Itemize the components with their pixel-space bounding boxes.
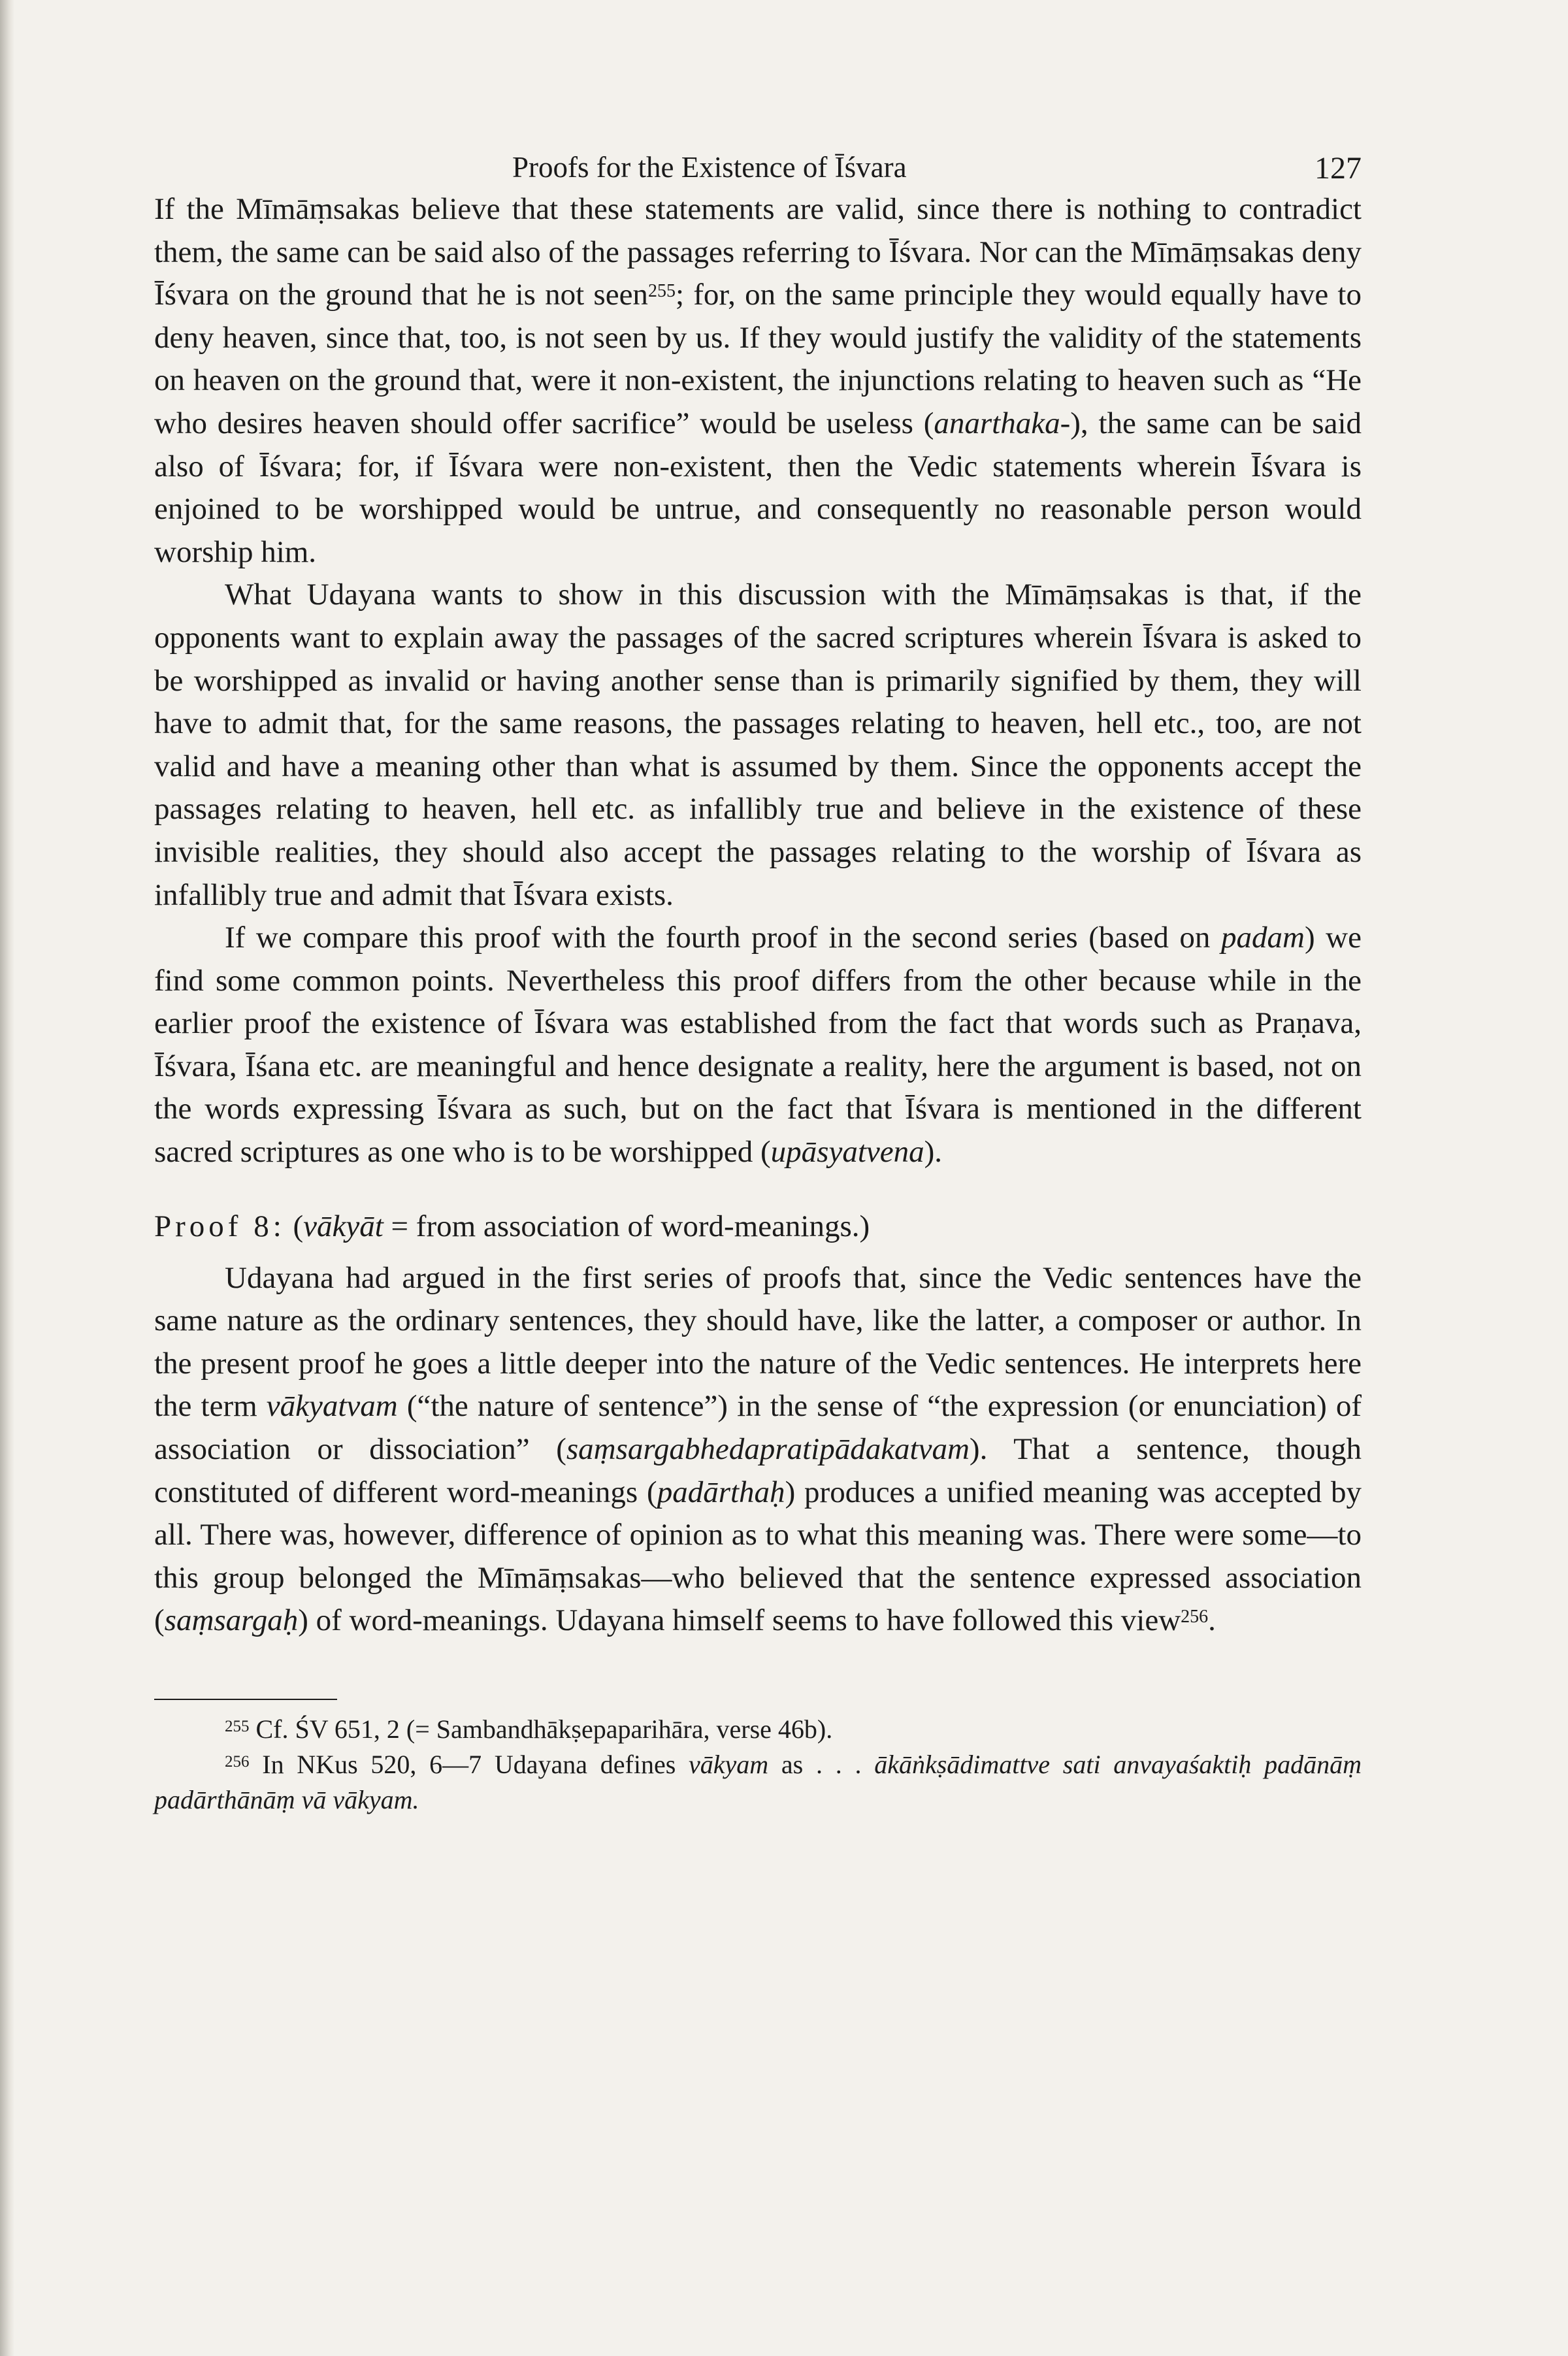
footnote-256 [154, 1747, 1362, 1818]
proof-label: Proof 8: [154, 1209, 286, 1243]
term-padarthah: padārthaḥ [657, 1475, 785, 1509]
paragraph-4-text-e: ) of word-meanings. Udayana himself seems to have followed this view [298, 1603, 1181, 1638]
footnote-mark-255: 255 [225, 1718, 250, 1735]
running-head [154, 142, 1362, 188]
heading-gloss: = from association of word-meanings.) [383, 1209, 870, 1243]
footnote-ref-256[interactable]: 256 [1181, 1607, 1209, 1628]
footnote-rule [154, 1699, 337, 1700]
term-padam: padam [1221, 921, 1305, 955]
paragraph-1 [154, 188, 1362, 574]
paragraph-2: What Udayana wants to show in this discussion with the Mīmāṃsakas is that, if the opponents want to explain away the passages of the sacred scriptures wherein Īśvara is asked to be worshipped as invalid or having another sense than is primarily signified by them, they will have to admit that, for the same reasons, the passages relating to heaven, hell etc., too, are not valid and have a meaning other than what is assumed by them. Since the opponents accept the passages relating to heaven, hell etc. as infallibly true and believe in the existence of these invisible realities, they should also accept the passages relating to the worship of Īśvara as infallibly true and admit that Īśvara exists. [154, 578, 1362, 912]
footnote-ref-255[interactable]: 255 [647, 281, 676, 302]
paragraph-3-text-c: ). [924, 1135, 943, 1170]
paragraph-3 [154, 917, 1362, 1174]
paragraph-3-text-b: ) we find some common points. Nevertheless this proof differs from the other because while in the earlier proof the existence of Īśvara was established from the fact that words such as Praṇava, Īśvara, Īśana etc. are meaningful and hence designate a reality, here the argument is based, not on the words expressing Īśvara as such, but on the fact that Īśvara is mentioned in the different sacred scriptures as one who is to be worshipped ( [154, 921, 1362, 1170]
page-number: 127 [1315, 151, 1362, 186]
term-vakyat: vākyāt [303, 1209, 384, 1243]
paragraph-1-text-b: ; for, on the same principle they would equally have to deny heaven, since that, too, is not seen by us. If they would justify the validity of the statements on heaven on the ground that, were it non-existent, the injunctions relating to heaven such as “He who desires heaven should offer sacrifice” would be useless ( [154, 278, 1362, 440]
running-title: Proofs for the Existence of Īśvara [512, 151, 907, 184]
term-samsargah: saṃsargaḥ [164, 1603, 299, 1638]
footnotes [154, 1712, 1362, 1818]
paragraph-4-text-c: ). That a sentence, though constituted of different word-meanings ( [154, 1432, 1362, 1509]
paragraph-3-text-a: If we compare this proof with the fourth proof in the second series (based on [225, 921, 1221, 955]
heading-paren-open: ( [293, 1209, 304, 1243]
paragraph-4 [154, 1257, 1362, 1643]
footnote-256-text-b: as . . . [768, 1750, 875, 1779]
paragraph-1-text-a: If the Mīmāṃsakas believe that these statements are valid, since there is nothing to contradict them, the same can be said also of the passages referring to Īśvara. Nor can the Mīmāṃsakas deny Īśvara on the ground that he is not seen [154, 192, 1362, 312]
footnote-mark-256: 256 [225, 1753, 250, 1771]
term-vakyatvam: vākyatvam [266, 1389, 398, 1424]
paragraph-1-text-c: ), the same can be said also of Īśvara; for, if Īśvara were non-existent, then the Vedic statements wherein Īśvara is enjoined to be worshipped would be untrue, and consequently no reasonable person would worship him. [154, 406, 1362, 569]
term-akanksa-definition: ākāṅkṣādimattve sati anvayaśaktiḥ padānāṃ padārthānāṃ vā vākyam. [154, 1750, 1362, 1814]
paragraph-4-text-f: . [1208, 1603, 1216, 1638]
scan-edge-shadow [0, 0, 14, 2356]
term-samsargabheda: saṃsargabhedapratipādakatvam [566, 1432, 970, 1467]
paragraph-4-text-a: Udayana had argued in the first series of proofs that, since the Vedic sentences have the same nature as the ordinary sentences, they should have, like the latter, a composer or author. In the present proof he goes a little deeper into the nature of the Vedic sentences. He interprets here the term [154, 1260, 1362, 1424]
paragraph-4-text-d: ) produces a unified meaning was accepted by all. There was, however, difference of opinion as to what this meaning was. There were some—to this group belonged the Mīmāṃsakas—who believed that the sentence expressed association ( [154, 1475, 1362, 1638]
body-text [154, 188, 1362, 1643]
term-vakyam: vākyam [689, 1750, 769, 1779]
term-upasyatvena: upāsyatvena [770, 1135, 924, 1170]
term-anarthaka: anarthaka- [934, 406, 1071, 440]
footnote-256-text-a: In NKus 520, 6—7 Udayana defines [249, 1750, 689, 1779]
section-heading-proof-8 [154, 1205, 1362, 1248]
paragraph-4-text-b: (“the nature of sentence”) in the sense of “the expression (or enunciation) of association or dissociation” ( [154, 1389, 1362, 1467]
book-page [154, 142, 1362, 1818]
footnote-255-text: Cf. ŚV 651, 2 (= Sambandhākṣepaparihāra, verse 46b). [249, 1714, 833, 1744]
footnote-255 [154, 1712, 1362, 1747]
